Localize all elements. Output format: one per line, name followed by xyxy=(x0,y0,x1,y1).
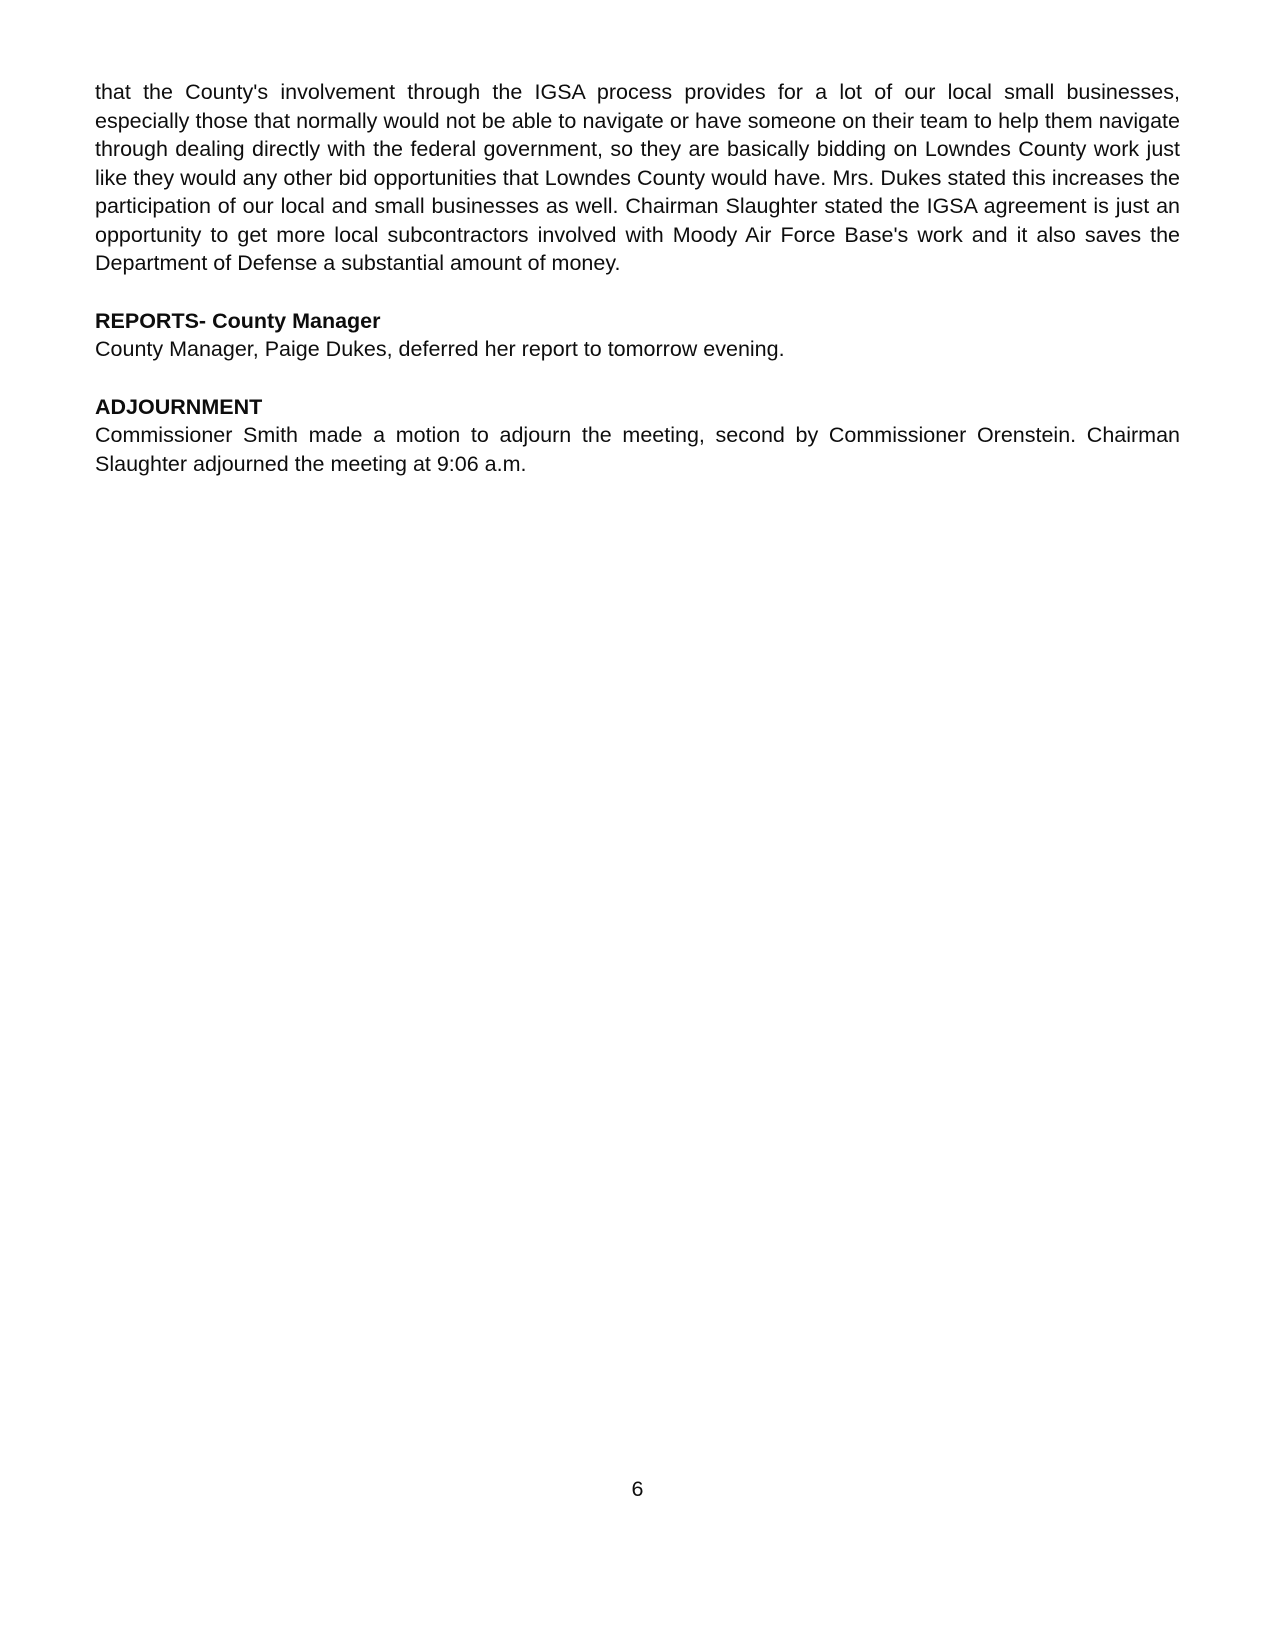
adjournment-heading: ADJOURNMENT xyxy=(95,394,263,419)
reports-heading: REPORTS- County Manager xyxy=(95,308,381,333)
reports-section xyxy=(95,307,1180,364)
adjournment-section xyxy=(95,393,1180,479)
page-number: 6 xyxy=(631,1477,644,1501)
adjournment-body: Commissioner Smith made a motion to adjourn the meeting, second by Commissioner Orenstein. Chairman Slaughter adjourned the meeting at 9:06 a.m. xyxy=(95,423,1180,476)
intro-paragraph: that the County's involvement through the IGSA process provides for a lot of our local small businesses, especially those that normally would not be able to navigate or have someone on their team to help them navigate through dealing directly with the federal government, so they are basically bidding on Lowndes County work just like they would any other bid opportunities that Lowndes County would have. Mrs. Dukes stated this increases the participation of our local and small businesses as well. Chairman Slaughter stated the IGSA agreement is just an opportunity to get more local subcontractors involved with Moody Air Force Base's work and it also saves the Department of Defense a substantial amount of money. xyxy=(95,80,1180,275)
reports-body: County Manager, Paige Dukes, deferred her report to tomorrow evening. xyxy=(95,337,785,361)
